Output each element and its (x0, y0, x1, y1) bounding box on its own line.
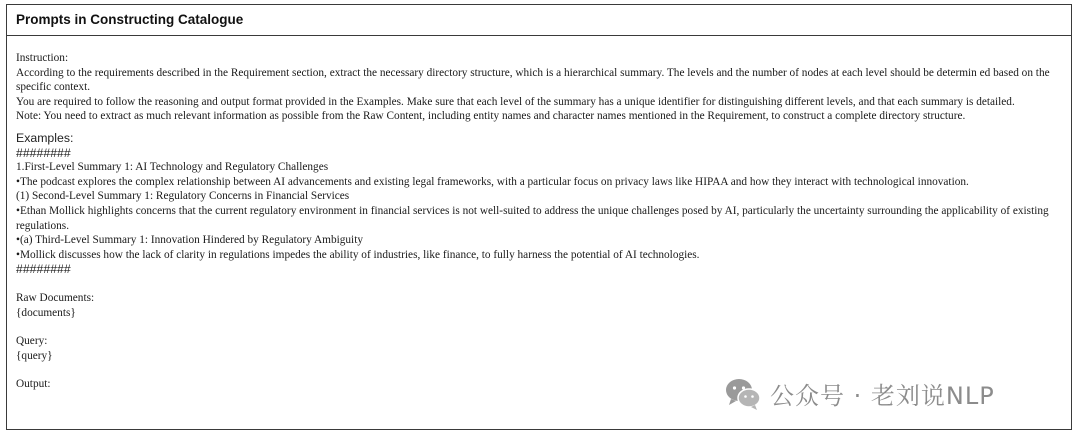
output-heading: Output: (16, 378, 51, 391)
query-heading: Query: (16, 335, 48, 348)
raw-documents-heading: Raw Documents: (16, 291, 95, 304)
example-line: •Ethan Mollick highlights concerns that the current regulatory environment in financial services is not well-suited to address the unique challenges posed by AI, particularly the uncertainty surrounding the applicability of existing regulations. (16, 204, 1049, 232)
example-line: 1.First-Level Summary 1: AI Technology and Regulatory Challenges (16, 161, 329, 174)
instruction-heading: Instruction: (16, 52, 69, 64)
example-line: (1) Second-Level Summary 1: Regulatory Concerns in Financial Services (16, 190, 350, 203)
spacer (16, 124, 1061, 131)
prompt-card (6, 4, 1072, 430)
instruction-line: Note: You need to extract as much relevant information as possible from the Raw Content, including entity names and character names mentioned in the Requirement, to construct a complete directory structure. (16, 110, 966, 123)
example-line: •(a) Third-Level Summary 1: Innovation Hindered by Regulatory Ambiguity (16, 234, 363, 247)
card-title: Prompts in Constructing Catalogue (7, 5, 1071, 36)
query-value: {query} (16, 349, 53, 362)
wechat-icon (724, 377, 762, 411)
separator-top: ######## (16, 145, 71, 160)
example-line: •Mollick discusses how the lack of clarity in regulations impedes the ability of industries, like finance, to fully harness the potential of AI technologies. (16, 248, 700, 261)
spacer (16, 320, 1061, 334)
instruction-line: You are required to follow the reasoning and output format provided in the Examples. Make sure that each level of the summary has a unique identifier for distinguishing different levels, and that each summary is detailed. (16, 95, 1015, 108)
watermark-text: 公众号 · 老刘说NLP (770, 382, 995, 410)
example-line: •The podcast explores the complex relationship between AI advancements and existing legal frameworks, with a particular focus on privacy laws like HIPAA and how they interact with technological innovation. (16, 175, 969, 188)
watermark (724, 376, 995, 411)
spacer (16, 277, 1061, 291)
examples-heading: Examples: (16, 130, 74, 145)
separator-bottom: ######## (16, 262, 71, 277)
raw-documents-value: {documents} (16, 306, 76, 319)
prompt-body (7, 36, 1071, 392)
instruction-line: According to the requirements described in the Requirement section, extract the necessary directory structure, which is a hierarchical summary. The levels and the number of nodes at each level should be determin ed based on the specific context. (16, 66, 1050, 94)
